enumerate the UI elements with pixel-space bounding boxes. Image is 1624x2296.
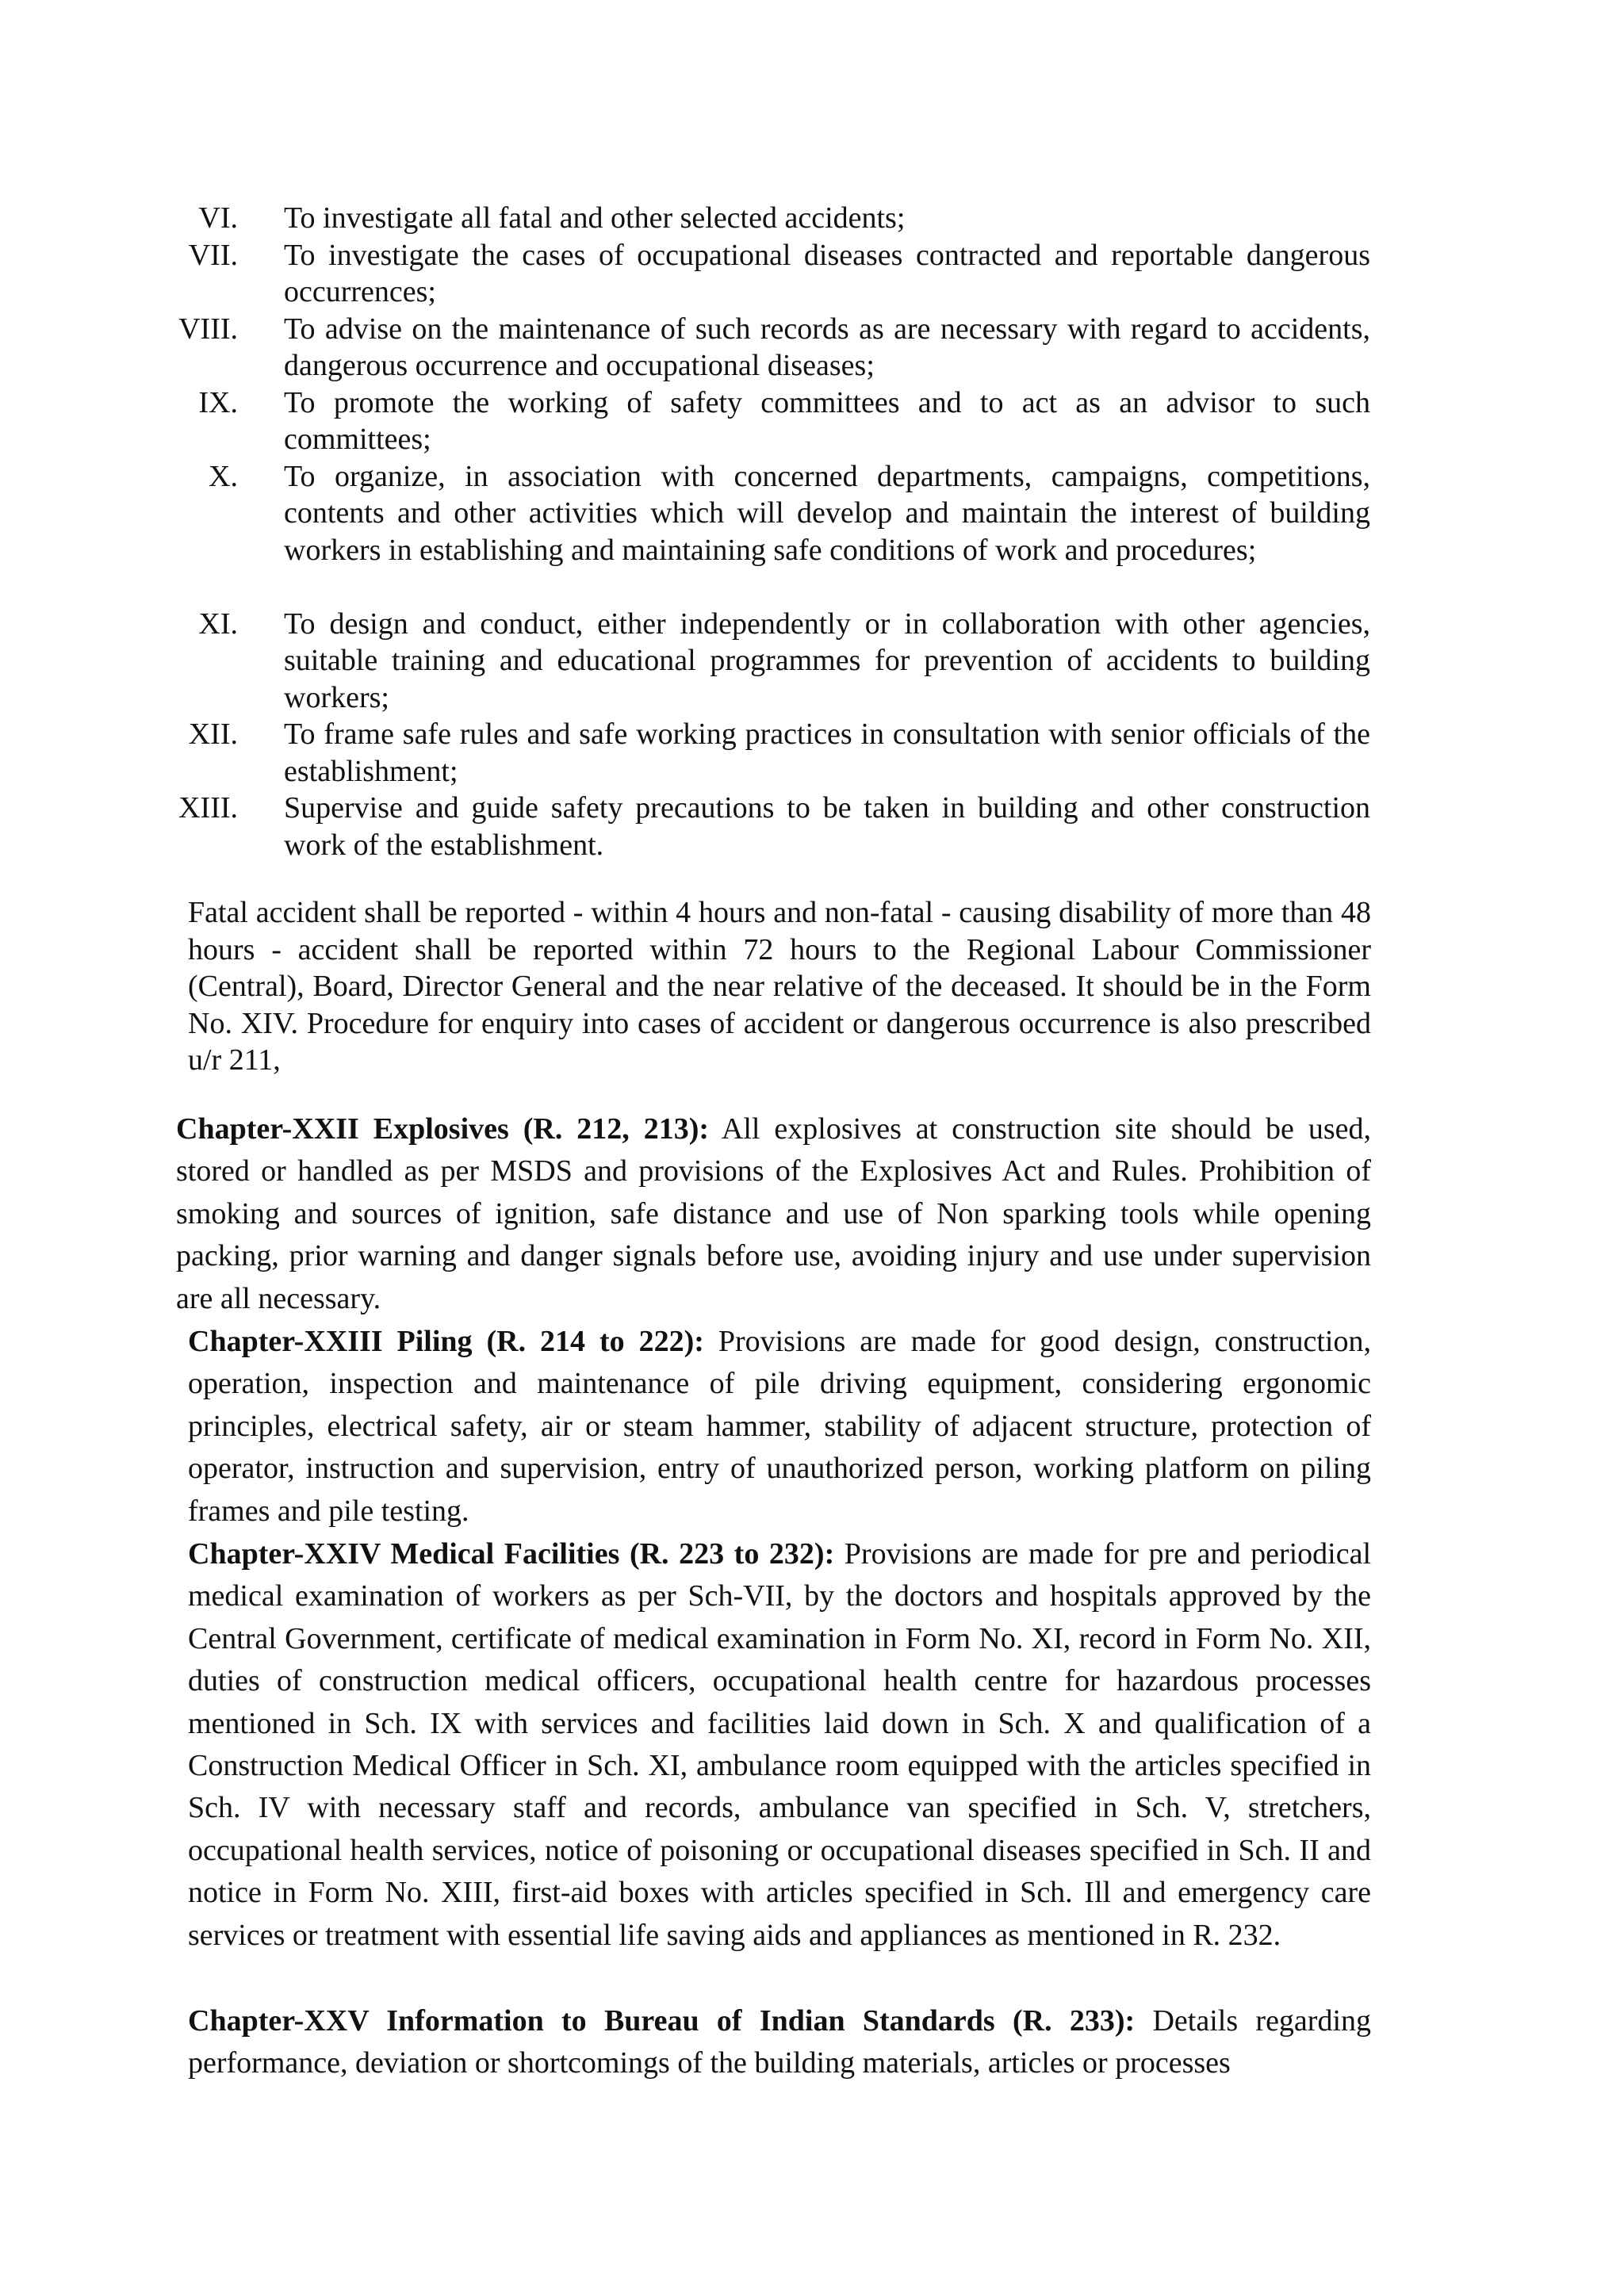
chapter-xxiii-paragraph	[188, 1321, 1371, 1533]
list-item-text: To promote the working of safety committees and to act as an advisor to such committees;	[284, 385, 1370, 456]
chapter-text: Details regarding performance, deviation or shortcomings of the building materials, articles or processes	[188, 2004, 1372, 2080]
chapter-text: Provisions are made for pre and periodical medical examination of workers as per Sch-VII, by the doctors and hospitals approved by the Central Government, certificate of medical examination in Form No. XI, record in Form No. XII, duties of construction medical officers, occupational health centre for hazardous processes mentioned in Sch. IX with services and facilities laid down in Sch. X and qualification of a Construction Medical Officer in Sch. XI, ambulance room equipped with the articles specified in Sch. IV with necessary staff and records, ambulance van specified in Sch. V, stretchers, occupational health services, notice of poisoning or occupational diseases specified in Sch. II and notice in Form No. XIII, first-aid boxes with articles specified in Sch. Ill and emergency care services or treatment with essential life saving aids and appliances as mentioned in R. 232.	[188, 1537, 1372, 1952]
list-item	[0, 606, 1624, 717]
list-item-number: VI.	[198, 201, 238, 235]
list-item-number: IX.	[198, 385, 238, 419]
chapter-heading: Chapter-XXV Information to Bureau of Indian Standards (R. 233):	[188, 2004, 1136, 2038]
list-item-number: VII.	[188, 238, 238, 272]
list-item	[0, 458, 1624, 606]
list-item-text: To advise on the maintenance of such records as are necessary with regard to accidents, dangerous occurrence and occupational diseases;	[284, 312, 1370, 382]
chapter-xxii-paragraph	[176, 1108, 1371, 1320]
list-item-number: X.	[209, 459, 238, 493]
list-item-number: XI.	[198, 607, 238, 641]
chapter-heading: Chapter-XXII Explosives (R. 212, 213):	[176, 1112, 710, 1146]
list-item-text: To frame safe rules and safe working practices in consultation with senior officials of the establishment;	[284, 718, 1370, 788]
list-item-text: Supervise and guide safety precautions to be taken in building and other construction work of the establishment.	[284, 791, 1370, 862]
list-item	[0, 716, 1624, 790]
chapter-text: All explosives at construction site should be used, stored or handled as per MSDS and provisions of the Explosives Act and Rules. Prohibition of smoking and sources of ignition, safe distance and use of Non sparking tools while opening packing, prior warning and danger signals before use, avoiding injury and use under supervision are all necessary.	[176, 1112, 1371, 1315]
list-item-number: VIII.	[178, 312, 238, 346]
list-item	[0, 311, 1624, 385]
list-item-text: To organize, in association with concerned departments, campaigns, competitions, contents and other activities which will develop and maintain the interest of building workers in establishing and maintaining safe conditions of work and procedures;	[284, 459, 1370, 567]
list-item	[0, 385, 1624, 458]
accident-reporting-paragraph: Fatal accident shall be reported - within 4 hours and non-fatal - causing disability of more than 48 hours - accident shall be reported within 72 hours to the Regional Labour Commissioner (Central), Board, Director General and the near relative of the deceased. It should be in the Form No. XIV. Procedure for enquiry into cases of accident or dangerous occurrence is also prescribed u/r 211,	[188, 896, 1371, 1077]
chapter-xxiv-paragraph	[188, 1533, 1371, 1957]
chapter-heading: Chapter-XXIV Medical Facilities (R. 223 to 232):	[188, 1537, 835, 1571]
list-item-number: XIII.	[178, 791, 238, 825]
duties-list	[0, 200, 1624, 863]
chapter-heading: Chapter-XXIII Piling (R. 214 to 222):	[188, 1325, 704, 1358]
list-item-text: To investigate the cases of occupational diseases contracted and reportable dangerous occurrences;	[284, 238, 1370, 308]
chapter-text: Provisions are made for good design, construction, operation, inspection and maintenance of pile driving equipment, considering ergonomic principles, electrical safety, air or steam hammer, stability of adjacent structure, protection of operator, instruction and supervision, entry of unauthorized person, working platform on piling frames and pile testing.	[188, 1325, 1371, 1528]
chapter-xxv-paragraph	[188, 2000, 1371, 2085]
list-item-number: XII.	[188, 718, 238, 751]
list-item	[0, 237, 1624, 311]
list-item	[0, 200, 1624, 237]
list-item-text: To investigate all fatal and other selected accidents;	[284, 201, 906, 235]
list-item	[0, 790, 1624, 863]
list-item-text: To design and conduct, either independently or in collaboration with other agencies, suitable training and educational programmes for prevention of accidents to building workers;	[284, 607, 1370, 714]
